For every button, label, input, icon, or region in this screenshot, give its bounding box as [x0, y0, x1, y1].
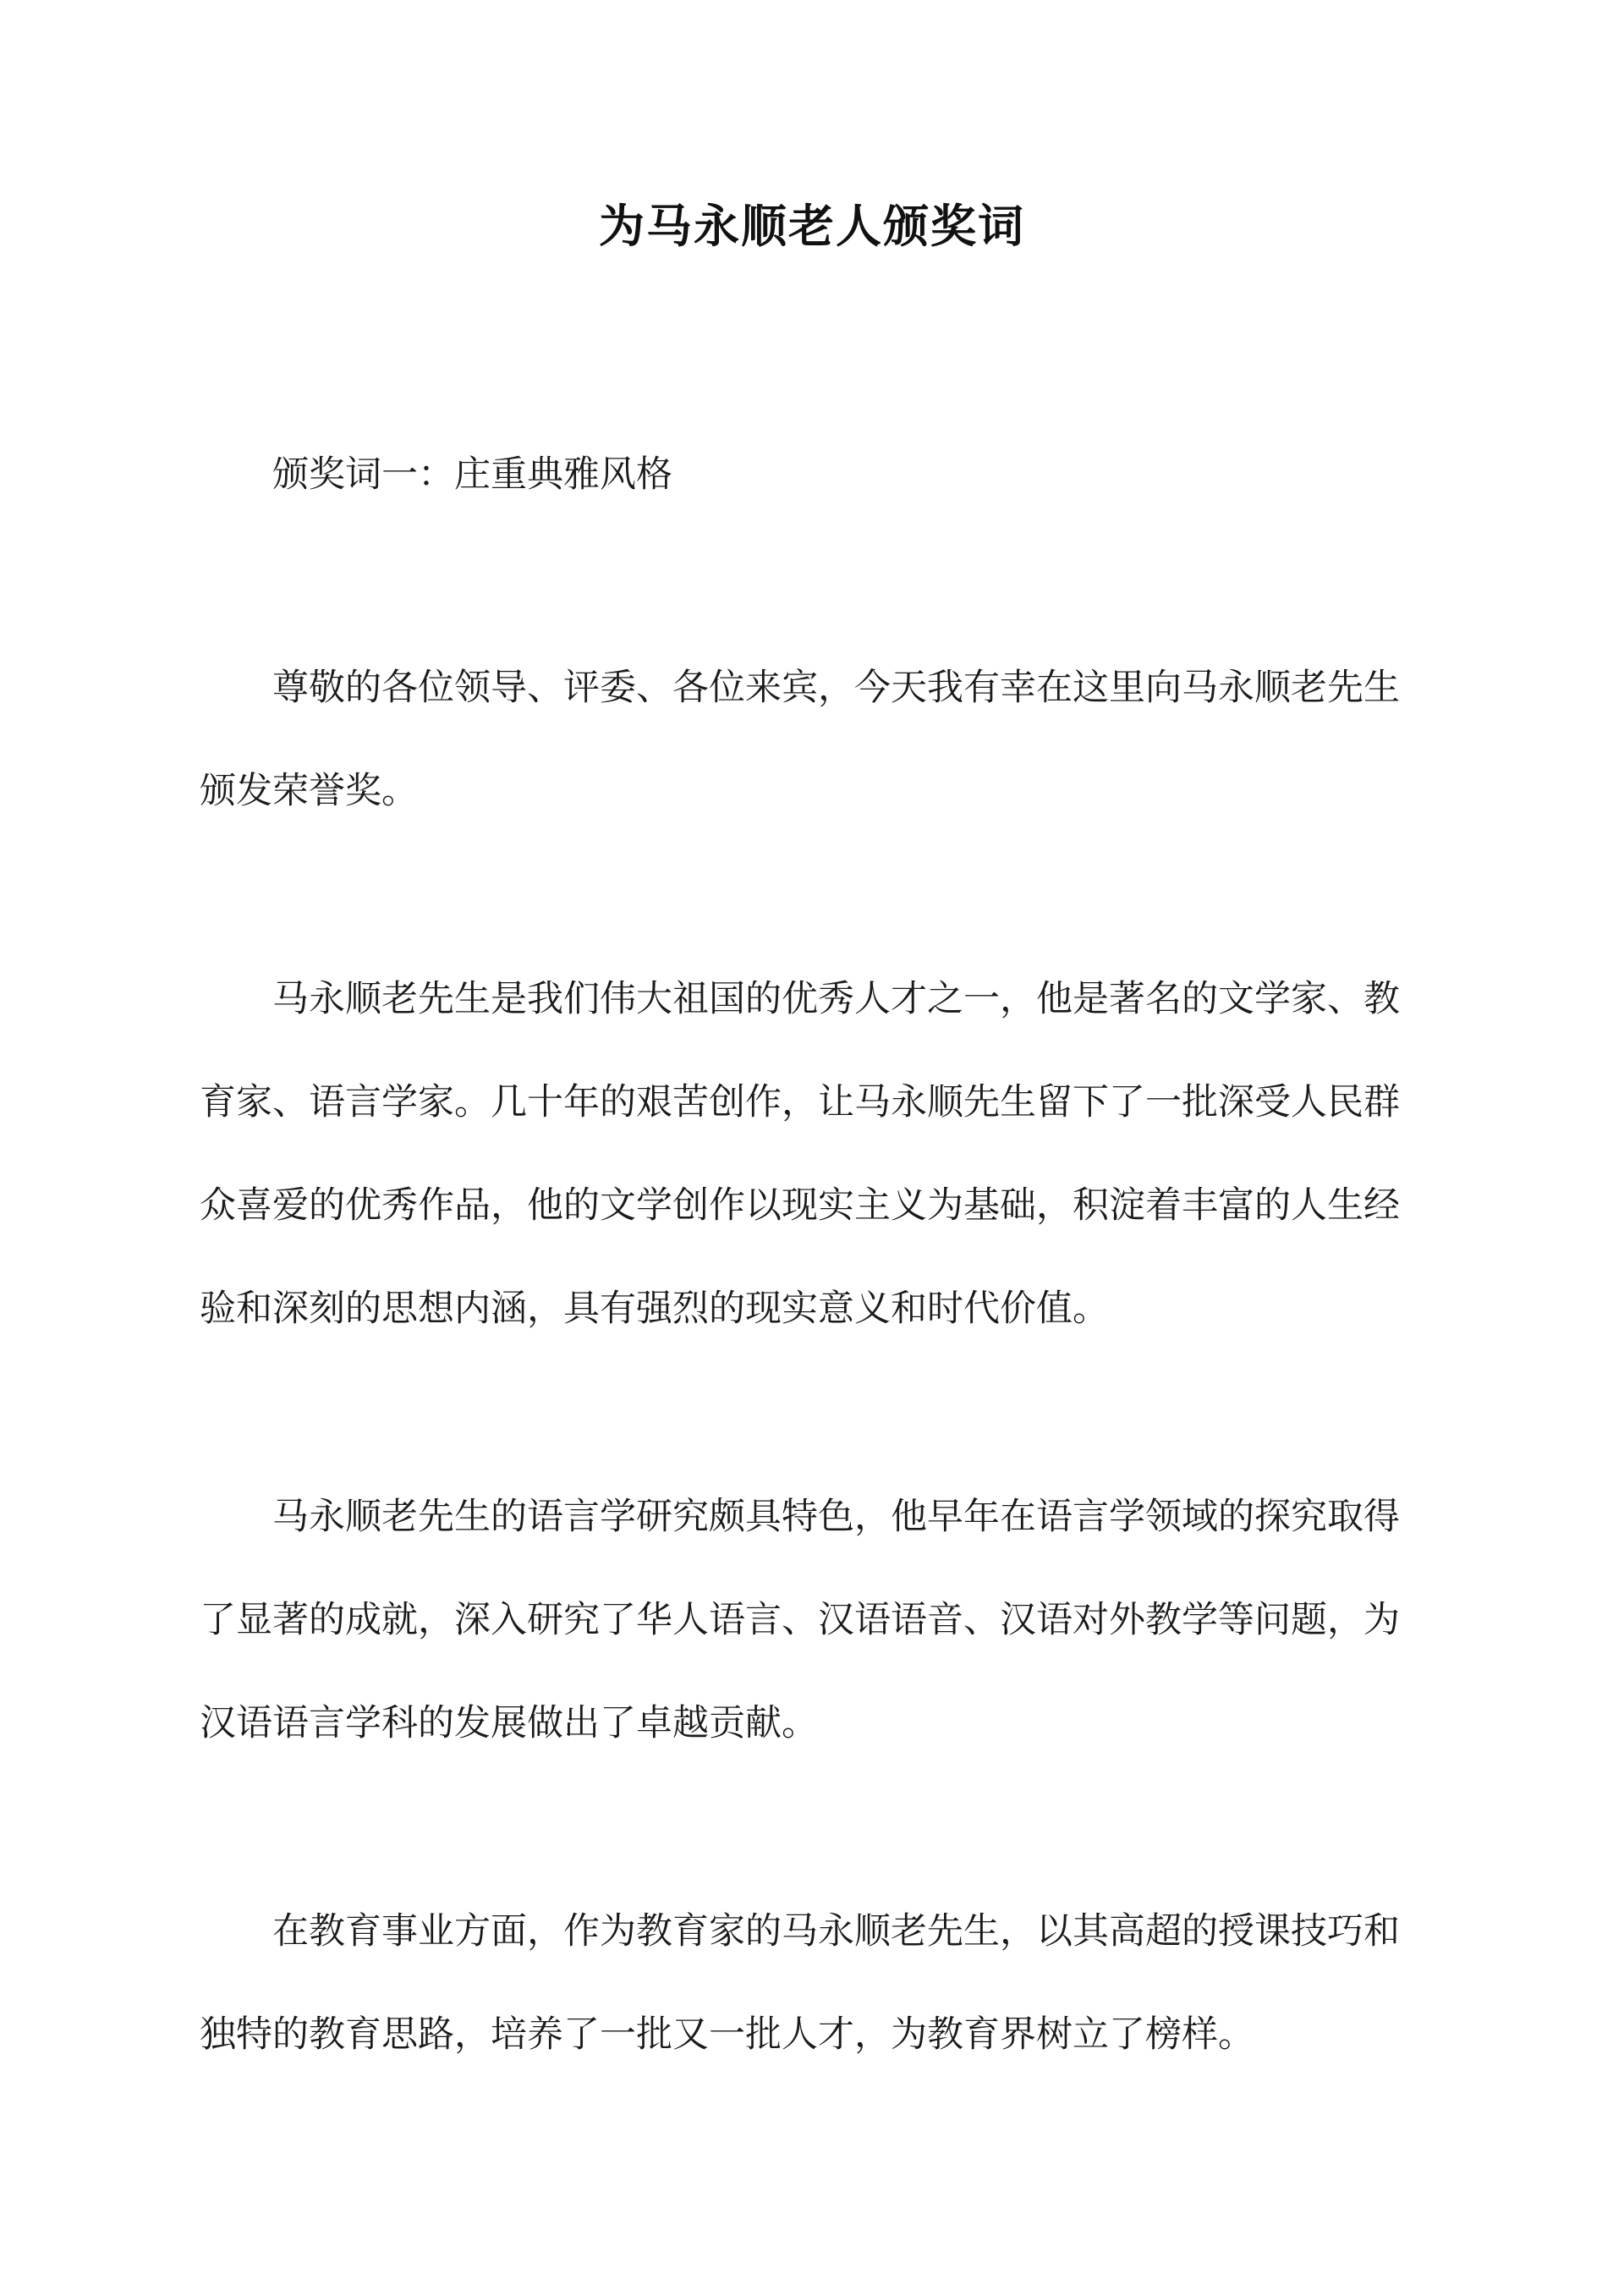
paragraph-block-3 [200, 1465, 1428, 1775]
paragraph-block-1 [200, 636, 1428, 843]
paragraph-3: 马永顺老先生的语言学研究颇具特色，他早年在语言学领域的探究取得了显著的成就，深入研究了华人语言、汉语语音、汉语对外教学等问题，为汉语语言学科的发展做出了卓越贡献。 [200, 1496, 1400, 1744]
paragraph-block-4 [200, 1880, 1428, 2086]
paragraph-block-2 [200, 948, 1428, 1360]
section-heading: 颁奖词一：庄重典雅风格 [272, 453, 672, 496]
paragraph-4: 在教育事业方面，作为教育家的马永顺老先生，以其高超的授课技巧和独特的教育思路，培养了一批又一批人才，为教育界树立了榜样。 [200, 1910, 1400, 2056]
section-heading-block [200, 423, 1428, 526]
document-title: 为马永顺老人颁奖词 [599, 199, 1025, 253]
paragraph-2: 马永顺老先生是我们伟大祖国的优秀人才之一，他是著名的文学家、教育家、语言学家。几十年的艰苦创作，让马永顺先生留下了一批深受人民群众喜爱的优秀作品，他的文学创作以现实主义为基础，积淀着丰富的人生经验和深刻的思想内涵，具有强烈的现实意义和时代价值。 [200, 978, 1400, 1330]
paragraph-1: 尊敬的各位领导、评委、各位来宾，今天我有幸在这里向马永顺老先生颁发荣誉奖。 [200, 667, 1400, 812]
